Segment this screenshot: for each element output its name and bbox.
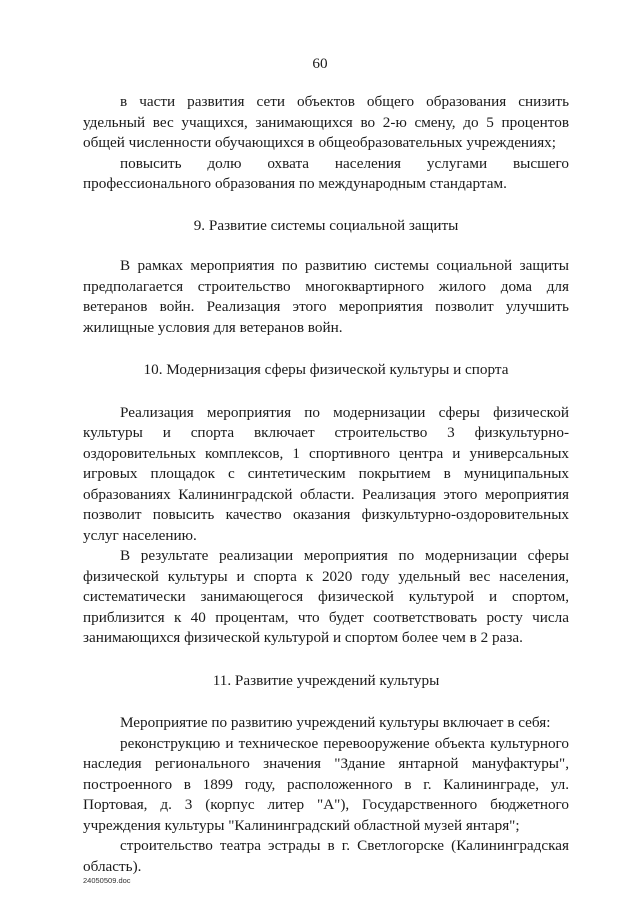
section-10-paragraph-2: В результате реализации мероприятия по модернизации сферы физической культуры и спорта к 2020 году удельный вес населения, систематически занимающегося физической культурой и спортом, приблизится к 40 процентам, что будет соответствовать росту числа занимающихся физической культурой и спортом более чем в 2 раза. [83, 547, 569, 646]
page-number: 60 [312, 55, 328, 72]
section-10-paragraph-1: Реализация мероприятия по модернизации сферы физической культуры и спорта включает строительство 3 физкультурно-оздоровительных комплексов, 1 спортивного центра и универсальных игровых площадок с синтетическим покрытием в муниципальных образованиях Калининградской области. Реализация этого мероприятия позволит повысить качество оказания физкультурно-оздоровительных услуг населению. [83, 403, 569, 544]
paragraph-education: в части развития сети объектов общего образования снизить удельный вес учащихся, занимающихся во 2-ю смену, до 5 процентов общей численности обучающихся в общеобразовательных учреждениях; [83, 93, 569, 151]
document-body [83, 92, 569, 877]
section-11-paragraph-3: строительство театра эстрады в г. Светлогорске (Калининградская область). [83, 837, 569, 875]
section-9-paragraph: В рамках мероприятия по развитию системы социальной защиты предполагается строительство многоквартирного жилого дома для ветеранов войн. Реализация этого мероприятия позволит улучшить жилищные условия для ветеранов войн. [83, 257, 569, 336]
section-11-paragraph-2: реконструкцию и техническое перевооружение объекта культурного наследия регионального значения "Здание янтарной мануфактуры", построенного в 1899 году, расположенного в г. Калининграде, ул. Портовая, д. 3 (корпус литер "А"), Государственного бюджетного учреждения культуры "Калининградский областной музей янтаря"; [83, 734, 569, 834]
section-11-paragraph-1: Мероприятие по развитию учреждений культуры включает в себя: [120, 714, 551, 731]
section-11-heading: 11. Развитие учреждений культуры [212, 671, 440, 689]
section-9-heading: 9. Развитие системы социальной защиты [193, 216, 459, 234]
section-10-heading: 10. Модернизация сферы физической культуры и спорта [143, 361, 509, 378]
paragraph-higher-education: повысить долю охвата населения услугами высшего профессионального образования по международным стандартам. [83, 154, 569, 192]
file-name-footer: 24050509.doc [83, 876, 131, 885]
